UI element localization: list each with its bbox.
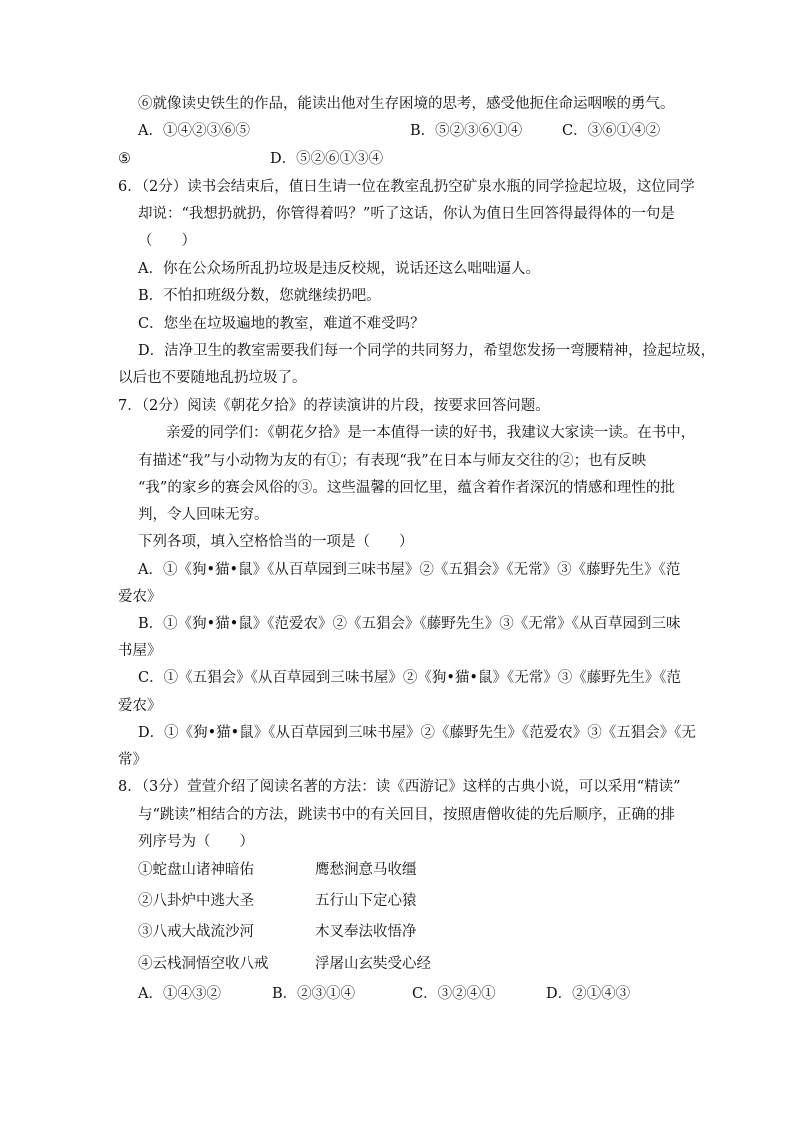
q6-answer-blank: （ ） (138, 233, 196, 249)
q8-option-b: B．②③①④ (272, 986, 356, 1002)
q6-option-c: C．您坐在垃圾遍地的教室，难道不难受吗？ (138, 316, 425, 332)
q7-option-d-line-1: D．①《狗•猫•鼠》《从百草园到三味书屋》②《藤野先生》《范爱农》③《五猖会》《无 (138, 725, 696, 741)
q8-option-c: C．③②④① (412, 986, 496, 1002)
q7-passage-line-4: 判，令人回味无穷。 (138, 507, 269, 523)
q8-stem-line-3: 列序号为（ ） (138, 834, 254, 850)
q7-passage-line-1: 亲爱的同学们：《朝花夕拾》是一本值得一读的好书，我建议大家读一读。在书中， (166, 425, 696, 441)
q8-option-d: D．②①④③ (546, 986, 631, 1002)
q6-option-a: A．你在公众场所乱扔垃圾是违反校规，说话还这么咄咄逼人。 (138, 261, 540, 277)
q7-option-b-line-2: 书屋》 (118, 643, 162, 659)
q8-row-4-left: ④云栈洞悟空收八戒 (138, 956, 269, 972)
q6-stem-line-2: 却说：“我想扔就扔，你管得着吗？”听了这话，你认为值日生回答得最得体的一句是 (138, 206, 675, 222)
q8-row-2-left: ②八卦炉中逃大圣 (138, 893, 254, 909)
q7-stem: 7．（2分）阅读《朝花夕拾》的荐读演讲的片段，按要求回答问题。 (118, 398, 550, 414)
q6-stem-line-1: 6．（2分）读书会结束后，值日生请一位在教室乱扔空矿泉水瓶的同学捡起垃圾，这位同学 (118, 179, 695, 195)
q5-option-a: A．①④②③⑥⑤ (138, 123, 250, 139)
q8-option-a: A．①④③② (138, 986, 221, 1002)
q6-option-b: B．不怕扣班级分数，您就继续扔吧。 (138, 288, 381, 304)
q7-passage-line-3: “我”的家乡的赛会风俗的③。这些温馨的回忆里，蕴含着作者深沉的情感和理性的批 (138, 480, 675, 496)
q7-passage-line-2: 有描述“我”与小动物为友的有①；有表现“我”在日本与师友交往的②；也有反映 (138, 453, 647, 469)
q5-option-d: D．⑤②⑥①③④ (270, 151, 384, 167)
q8-stem-line-1: 8．（3分）萱萱介绍了阅读名著的方法：读《西游记》这样的古典小说，可以采用“精读” (118, 779, 681, 795)
q8-row-1-left: ①蛇盘山诸神暗佑 (138, 862, 254, 878)
q7-option-c-line-1: C．①《五猖会》《从百草园到三味书屋》②《狗•猫•鼠》《无常》③《藤野先生》《范 (138, 670, 681, 686)
q5-option-c: C．③⑥①④② (562, 123, 661, 139)
q8-row-4-right: 浮屠山玄奘受心经 (315, 956, 431, 972)
q8-row-3-right: 木叉奉法收悟净 (315, 924, 417, 940)
q5-option-b: B．⑤②③⑥①④ (410, 123, 523, 139)
q6-option-d-line-2: 以后也不要随地乱扔垃圾了。 (118, 370, 307, 386)
q8-stem-line-2: 与“跳读”相结合的方法，跳读书中的有关回目，按照唐僧收徒的先后顺序，正确的排 (138, 807, 675, 823)
q8-row-3-left: ③八戒大战流沙河 (138, 924, 254, 940)
q7-option-b-line-1: B．①《狗•猫•鼠》《范爱农》②《五猖会》《藤野先生》③《无常》《从百草园到三味 (138, 616, 681, 632)
q5-option-c-continued: ⑤ (118, 151, 131, 167)
q5-item-6: ⑥就像读史铁生的作品，能读出他对生存困境的思考，感受他扼住命运咽喉的勇气。 (138, 96, 675, 112)
q7-option-a-line-2: 爱农》 (118, 589, 162, 605)
q8-row-1-right: 鹰愁涧意马收缰 (315, 862, 417, 878)
q6-option-d-line-1: D．洁净卫生的教室需要我们每一个同学的共同努力，希望您发扬一弯腰精神，捡起垃圾， (138, 343, 716, 359)
q7-question: 下列各项，填入空格恰当的一项是（ ） (138, 534, 414, 550)
q7-option-a-line-1: A．①《狗•猫•鼠》《从百草园到三味书屋》②《五猖会》《无常》③《藤野先生》《范 (138, 562, 681, 578)
q7-option-d-line-2: 常》 (118, 752, 147, 768)
q7-option-c-line-2: 爱农》 (118, 698, 162, 714)
q8-row-2-right: 五行山下定心猿 (315, 893, 417, 909)
